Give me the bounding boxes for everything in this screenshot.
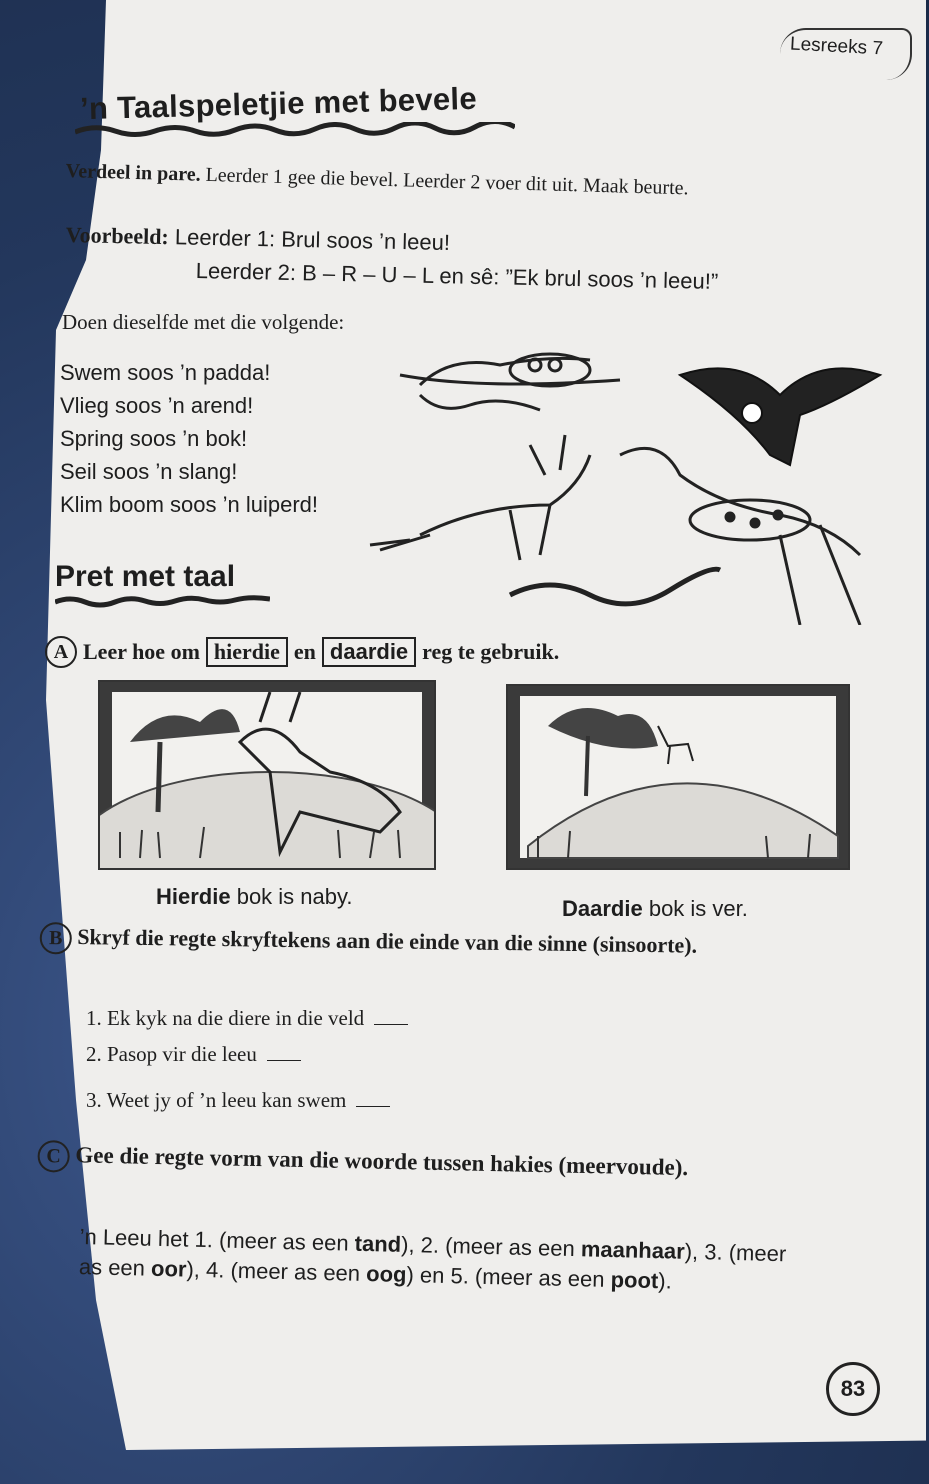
para-part-6: ). [658, 1268, 673, 1294]
question-3 [86, 1088, 390, 1113]
command-4: Seil soos ’n slang! [60, 459, 238, 484]
buck-illustration [370, 435, 590, 560]
series-tag [780, 28, 912, 80]
para-part-1: ’n Leeu het 1. (meer as een [79, 1223, 356, 1256]
word-box-daardie: daardie [322, 637, 416, 667]
word-oor: oor [150, 1255, 187, 1282]
section-a-marker: A [45, 636, 77, 668]
example-label: Voorbeeld: [65, 222, 170, 250]
answer-blank-1[interactable] [374, 1024, 408, 1025]
far-buck-drawing [508, 686, 848, 868]
section-c-marker: C [37, 1140, 70, 1173]
para-part-3: ), 3. (meer as een [78, 1238, 787, 1281]
para-part-4: ), 4. (meer as een [186, 1256, 367, 1287]
section-a-text-before: Leer hoe om [83, 639, 200, 664]
section-underline-wave [55, 594, 270, 608]
answer-blank-3[interactable] [356, 1106, 390, 1107]
follow-up-instruction: Doen dieselfde met die volgende: [62, 310, 345, 334]
section-title: Pret met taal [55, 560, 236, 593]
question-2-text: 2. Pasop vir die leeu [86, 1042, 257, 1066]
word-oog: oog [365, 1261, 407, 1287]
section-b-marker: B [40, 922, 72, 954]
animal-illustration [360, 335, 900, 625]
frog-illustration [400, 354, 620, 410]
caption-far [562, 896, 748, 922]
question-3-text: 3. Weet jy of ’n leeu kan swem [86, 1088, 347, 1112]
question-2 [86, 1042, 301, 1067]
caption-near-rest: bok is naby. [230, 884, 353, 909]
para-part-5: ) en 5. (meer as een [406, 1261, 611, 1292]
command-2: Vlieg soos ’n arend! [60, 393, 254, 418]
example-learner-2: Leerder 2: B – R – U – L en sê: ”Ek brul soos ’n leeu!” [195, 258, 719, 294]
series-label: Lesreeks 7 [789, 33, 884, 60]
word-maanhaar: maanhaar [580, 1236, 686, 1264]
question-1 [86, 1006, 408, 1031]
example-line-1 [65, 222, 450, 256]
caption-near-bold: Hierdie [156, 884, 231, 909]
section-b-title: Skryf die regte skryftekens aan die einde van die sinne (sinsoorte). [77, 924, 698, 958]
section-b-heading [40, 922, 850, 965]
page-number: 83 [826, 1362, 880, 1416]
example-learner-1: Leerder 1: Brul soos ’n leeu! [174, 224, 451, 256]
command-3: Spring soos ’n bok! [60, 426, 248, 451]
answer-blank-2[interactable] [267, 1060, 301, 1061]
para-part-2: ), 2. (meer as een [400, 1231, 582, 1262]
section-c-heading [37, 1140, 847, 1189]
section-a-heading [45, 636, 559, 668]
command-1: Swem soos ’n padda! [60, 360, 271, 385]
word-poot: poot [610, 1266, 659, 1294]
instruction-text: Leerder 1 gee die bevel. Leerder 2 voer dit uit. Maak beurte. [200, 163, 689, 200]
caption-far-bold: Daardie [562, 896, 643, 921]
section-a-text-after: reg te gebruik. [422, 639, 560, 664]
title-underline-wave [75, 122, 515, 138]
instruction-bold: Verdeel in pare. [65, 160, 201, 186]
caption-far-rest: bok is ver. [642, 896, 748, 921]
command-5: Klim boom soos ’n luiperd! [60, 492, 319, 517]
plural-exercise-paragraph [79, 1222, 800, 1300]
word-box-hierdie: hierdie [206, 637, 288, 667]
section-a-text-mid: en [293, 639, 316, 664]
question-1-text: 1. Ek kyk na die diere in die veld [86, 1006, 365, 1030]
caption-near [156, 884, 352, 910]
section-c-title: Gee die regte vorm van die woorde tussen hakies (meervoude). [75, 1142, 689, 1181]
near-buck-picture [98, 680, 436, 870]
eagle-illustration [680, 368, 880, 465]
far-buck-picture [506, 684, 850, 870]
word-tand: tand [354, 1230, 402, 1257]
page-title: ’n Taalspeletjie met bevele [79, 80, 478, 127]
near-buck-drawing [100, 682, 434, 868]
instruction [65, 160, 855, 205]
snake-illustration [510, 569, 720, 604]
